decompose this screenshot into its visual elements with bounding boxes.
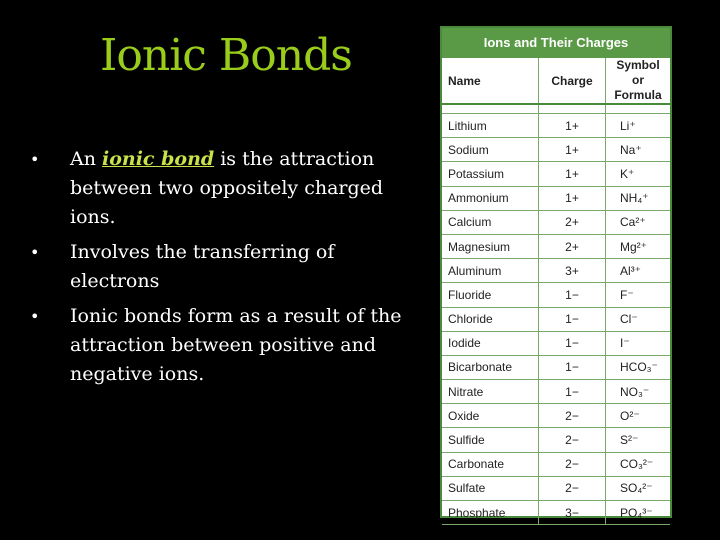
cell-name: Potassium — [442, 162, 539, 186]
cell-charge: 2− — [539, 428, 606, 452]
cell-charge: 1+ — [539, 162, 606, 186]
bullet-list — [30, 145, 425, 395]
column-header-symbol: Symbol or Formula — [606, 58, 671, 104]
cell-symbol: Li⁺ — [606, 114, 671, 138]
table-row — [442, 283, 670, 307]
cell-symbol: Cl⁻ — [606, 307, 671, 331]
table-row — [442, 404, 670, 428]
table-row — [442, 186, 670, 210]
bullet-icon: • — [30, 307, 40, 326]
cell-name: Carbonate — [442, 452, 539, 476]
table-spacer-row — [442, 104, 670, 114]
table-row — [442, 210, 670, 234]
bullet-item — [30, 145, 425, 232]
cell-charge: 2+ — [539, 234, 606, 258]
slide-title: Ionic Bonds — [100, 30, 352, 81]
cell-name: Chloride — [442, 307, 539, 331]
cell-symbol: NH₄⁺ — [606, 186, 671, 210]
table-row — [442, 259, 670, 283]
cell-charge: 3+ — [539, 259, 606, 283]
cell-charge: 2− — [539, 476, 606, 500]
cell-symbol: Al³⁺ — [606, 259, 671, 283]
table-title: Ions and Their Charges — [442, 28, 670, 58]
cell-name: Calcium — [442, 210, 539, 234]
cell-name: Sodium — [442, 138, 539, 162]
cell-name: Phosphate — [442, 501, 539, 525]
cell-name: Nitrate — [442, 380, 539, 404]
cell-name: Aluminum — [442, 259, 539, 283]
cell-symbol: Na⁺ — [606, 138, 671, 162]
table-header-row — [442, 58, 670, 104]
table-row — [442, 452, 670, 476]
cell-symbol: CO₃²⁻ — [606, 452, 671, 476]
bullet-text: is the attraction between two oppositely charged ions. — [70, 148, 384, 228]
cell-charge: 1− — [539, 355, 606, 379]
cell-charge: 3− — [539, 501, 606, 525]
cell-charge: 1+ — [539, 138, 606, 162]
table-row — [442, 501, 670, 525]
cell-charge: 2− — [539, 452, 606, 476]
column-header-charge: Charge — [539, 58, 606, 104]
table-row — [442, 355, 670, 379]
cell-symbol: PO₄³⁻ — [606, 501, 671, 525]
cell-charge: 1− — [539, 380, 606, 404]
table-row — [442, 380, 670, 404]
table-row — [442, 428, 670, 452]
column-header-name: Name — [442, 58, 539, 104]
ions-table — [442, 58, 670, 525]
bullet-item — [30, 302, 425, 389]
cell-symbol: Ca²⁺ — [606, 210, 671, 234]
table-row — [442, 234, 670, 258]
bullet-item — [30, 238, 425, 296]
ions-table-panel — [440, 26, 672, 518]
cell-name: Magnesium — [442, 234, 539, 258]
cell-symbol: HCO₃⁻ — [606, 355, 671, 379]
bullet-text: An — [70, 148, 102, 170]
cell-symbol: O²⁻ — [606, 404, 671, 428]
ionic-bond-term: ionic bond — [102, 148, 215, 170]
table-row — [442, 307, 670, 331]
cell-symbol: NO₃⁻ — [606, 380, 671, 404]
table-row — [442, 114, 670, 138]
cell-charge: 2+ — [539, 210, 606, 234]
table-row — [442, 331, 670, 355]
table-row — [442, 138, 670, 162]
cell-name: Sulfide — [442, 428, 539, 452]
cell-charge: 1− — [539, 283, 606, 307]
cell-charge: 2− — [539, 404, 606, 428]
bullet-text: Ionic bonds form as a result of the attraction between positive and negative ions. — [70, 305, 402, 385]
cell-name: Fluoride — [442, 283, 539, 307]
bullet-icon: • — [30, 243, 40, 262]
cell-symbol: I⁻ — [606, 331, 671, 355]
cell-charge: 1− — [539, 307, 606, 331]
cell-symbol: K⁺ — [606, 162, 671, 186]
cell-name: Sulfate — [442, 476, 539, 500]
cell-charge: 1− — [539, 331, 606, 355]
table-row — [442, 162, 670, 186]
cell-name: Lithium — [442, 114, 539, 138]
cell-charge: 1+ — [539, 186, 606, 210]
cell-name: Ammonium — [442, 186, 539, 210]
cell-symbol: Mg²⁺ — [606, 234, 671, 258]
cell-charge: 1+ — [539, 114, 606, 138]
cell-symbol: F⁻ — [606, 283, 671, 307]
bullet-text: Involves the transferring of electrons — [70, 241, 335, 292]
cell-name: Oxide — [442, 404, 539, 428]
cell-name: Bicarbonate — [442, 355, 539, 379]
cell-symbol: S²⁻ — [606, 428, 671, 452]
cell-name: Iodide — [442, 331, 539, 355]
bullet-icon: • — [30, 150, 40, 169]
cell-symbol: SO₄²⁻ — [606, 476, 671, 500]
table-row — [442, 476, 670, 500]
